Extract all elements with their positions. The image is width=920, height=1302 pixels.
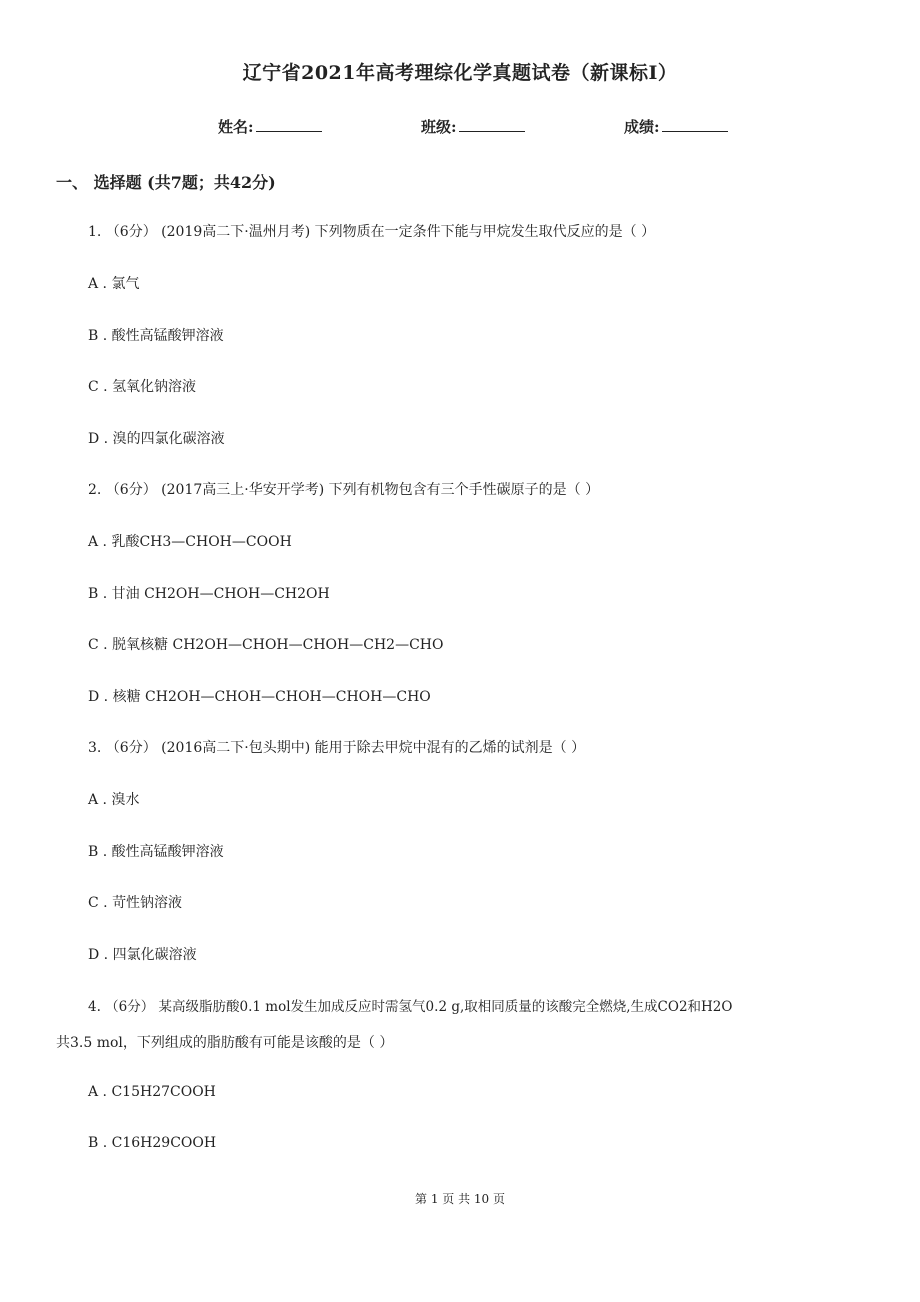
name-blank — [256, 117, 322, 132]
q4-option-b: B . C16H29COOH — [88, 1135, 217, 1151]
q3-option-a: A . 溴水 — [88, 792, 140, 808]
q3-option-d: D . 四氯化碳溶液 — [88, 947, 197, 963]
q2-option-b: B . 甘油 CH2OH—CHOH—CH2OH — [88, 586, 330, 602]
class-blank — [459, 117, 525, 132]
q4-option-a: A . C15H27COOH — [88, 1084, 216, 1100]
q2-option-c: C . 脱氧核糖 CH2OH—CHOH—CHOH—CH2—CHO — [88, 637, 444, 653]
q1-option-d: D . 溴的四氯化碳溶液 — [88, 431, 225, 447]
score-field — [624, 116, 728, 137]
name-label: 姓名: — [218, 118, 254, 136]
section-heading: 一、 选择题 (共7题；共42分) — [56, 173, 276, 192]
class-field — [421, 116, 525, 137]
class-label: 班级: — [421, 118, 457, 136]
q1-option-c: C . 氢氧化钠溶液 — [88, 379, 197, 395]
q1-option-a: A . 氯气 — [88, 276, 140, 292]
q1-option-b: B . 酸性高锰酸钾溶液 — [88, 328, 224, 344]
q3-option-b: B . 酸性高锰酸钾溶液 — [88, 844, 224, 860]
question-4-line-2: 共3.5 mol，下列组成的脂肪酸有可能是该酸的是（ ） — [56, 1035, 394, 1051]
name-field — [218, 116, 322, 137]
q3-option-c: C . 苛性钠溶液 — [88, 895, 183, 911]
page-footer: 第 1 页 共 10 页 — [415, 1192, 505, 1206]
q2-option-d: D . 核糖 CH2OH—CHOH—CHOH—CHOH—CHO — [88, 689, 431, 705]
question-2: 2. （6分） (2017高三上·华安开学考) 下列有机物包含有三个手性碳原子的是（ ） — [88, 482, 600, 498]
score-blank — [662, 117, 728, 132]
q2-option-a: A . 乳酸CH3—CHOH—COOH — [88, 534, 292, 550]
question-1: 1. （6分） (2019高二下·温州月考) 下列物质在一定条件下能与甲烷发生取代反应的是（ ） — [88, 224, 656, 240]
score-label: 成绩: — [624, 118, 660, 136]
question-3: 3. （6分） (2016高二下·包头期中) 能用于除去甲烷中混有的乙烯的试剂是（ ） — [88, 740, 586, 756]
question-4-line-1: 4. （6分） 某高级脂肪酸0.1 mol发生加成反应时需氢气0.2 g,取相同质量的该酸完全燃烧,生成CO2和H2O — [88, 999, 733, 1015]
page-title: 辽宁省2021年高考理综化学真题试卷（新课标Ⅰ） — [242, 62, 678, 84]
